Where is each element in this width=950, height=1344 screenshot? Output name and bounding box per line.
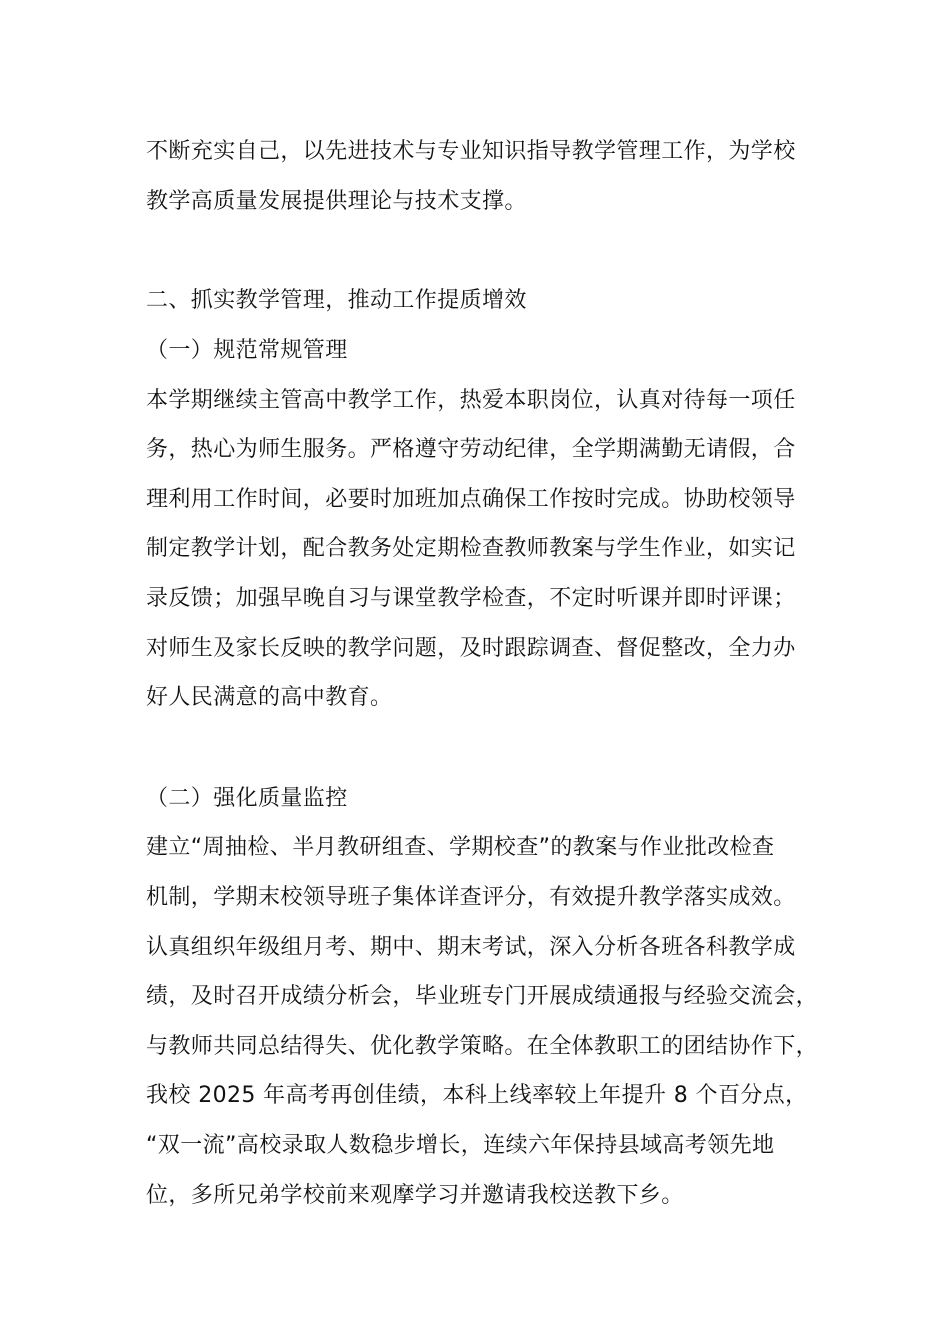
paragraph-line: 理利用工作时间，必要时加班加点确保工作按时完成。协助校领导: [146, 487, 796, 512]
paragraph-line: 位，多所兄弟学校前来观摩学习并邀请我校送教下乡。: [146, 1183, 684, 1208]
paragraph-line: 建立“周抽检、半月教研组查、学期校查”的教案与作业批改检查: [146, 835, 775, 860]
section-heading: 二、抓实教学管理，推动工作提质增效: [146, 288, 527, 313]
paragraph-line: 我校 2025 年高考再创佳绩，本科上线率较上年提升 8 个百分点，: [146, 1083, 808, 1108]
subsection-heading: （二）强化质量监控: [146, 786, 348, 811]
paragraph-line: 与教师共同总结得失、优化教学策略。在全体教职工的团结协作下，: [146, 1034, 819, 1059]
paragraph-line: 好人民满意的高中教育。: [146, 685, 393, 710]
paragraph-line: 对师生及家长反映的教学问题，及时跟踪调查、督促整改，全力办: [146, 636, 796, 661]
paragraph-line: 教学高质量发展提供理论与技术支撑。: [146, 189, 527, 214]
paragraph-line: 录反馈；加强早晚自习与课堂教学检查，不定时听课并即时评课；: [146, 586, 796, 611]
paragraph-line: 认真组织年级组月考、期中、期末考试，深入分析各班各科教学成: [146, 935, 796, 960]
subsection-heading: （一）规范常规管理: [146, 338, 348, 363]
paragraph-line: 务，热心为师生服务。严格遵守劳动纪律，全学期满勤无请假，合: [146, 437, 796, 462]
paragraph-line: 不断充实自己，以先进技术与专业知识指导教学管理工作，为学校: [146, 139, 796, 164]
paragraph-line: 机制，学期末校领导班子集体详查评分，有效提升教学落实成效。: [146, 885, 796, 910]
paragraph-line: 绩，及时召开成绩分析会，毕业班专门开展成绩通报与经验交流会，: [146, 984, 819, 1009]
paragraph-line: 本学期继续主管高中教学工作，热爱本职岗位，认真对待每一项任: [146, 388, 796, 413]
paragraph-line: “双一流”高校录取人数稳步增长，连续六年保持县域高考领先地: [146, 1133, 775, 1158]
paragraph-line: 制定教学计划，配合教务处定期检查教师教案与学生作业，如实记: [146, 536, 796, 561]
